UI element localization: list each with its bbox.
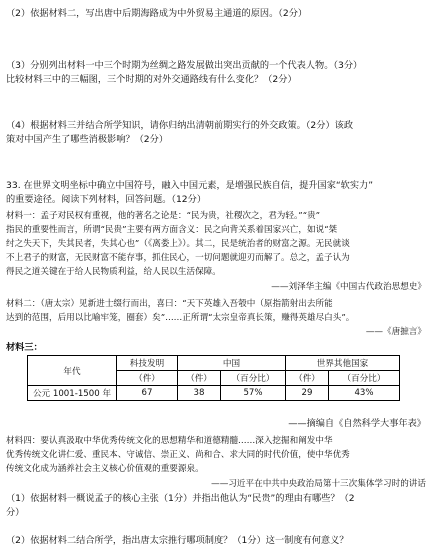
subquestion-1-line-1: （1）依据材料一概说孟子的核心主张（1分）并指出他认为“民贵”的理由有哪些？（2: [6, 493, 355, 504]
question-4-line-2: 策对中国产生了哪些消极影响？（2分）: [6, 134, 169, 145]
material-1-line-5: 得民之道关键在于给人民物质利益，给人民以生活保障。: [6, 267, 221, 277]
row-world-pct: 43%: [329, 386, 400, 401]
row-world-count: 29: [286, 386, 329, 401]
material-1-line-1: 材料一：孟子对民权有重视，他的著名之论是：“民为贵，社稷次之，君为轻。”“贵”: [6, 211, 321, 221]
sci-unit: （件）: [117, 371, 178, 386]
material-1-source: ——刘泽华主编《中国古代政治思想史》: [271, 282, 426, 292]
question-33-line-1: 33. 在世界文明坐标中确立中国符号，融入中国元素，是增强民族自信，提升国家“软实力”: [6, 180, 373, 191]
china-header: 中国: [178, 356, 286, 371]
question-4-line-1: （4）根据材料三并结合所学知识，请你归纳出清朝前期实行的外交政策。（2分）该政: [6, 120, 354, 131]
material-4-line-2: 优秀传统文化讲仁爱、重民本、守诚信、崇正义、尚和合、求大同的时代价值，使中华优秀: [6, 450, 350, 460]
material-4-line-1: 材料四：要认真汲取中华优秀传统文化的思想精华和道德精髓……深入挖掘和阐发中华: [6, 436, 333, 446]
material-2-line-1: 材料二：（唐太宗）见新进士缀行而出，喜曰：“天下英雄入吾彀中（原指箭射出去所能: [6, 299, 333, 309]
world-pct-unit: （百分比）: [329, 371, 400, 386]
world-count-unit: （件）: [286, 371, 329, 386]
china-pct-unit: （百分比）: [221, 371, 286, 386]
material-1-line-2: 指民的重要性而言，所谓“民贵”主要有两方面含义：民之向背关系着国家兴亡，如说“桀: [6, 225, 338, 235]
material-4-line-3: 传统文化成为涵养社会主义核心价值观的重要源泉。: [6, 464, 204, 474]
invention-table: [27, 355, 400, 401]
question-3-line-1: （3）分别列出材料一中三个时期为丝绸之路发展做出突出贡献的一个代表人物。（3分）: [6, 60, 363, 71]
row-china-count: 38: [178, 386, 221, 401]
china-count-unit: （件）: [178, 371, 221, 386]
row-china-pct: 57%: [221, 386, 286, 401]
sci-header: 科技发明: [117, 356, 178, 371]
row-era: 公元 1001-1500 年: [28, 386, 117, 401]
material-2-source: ——《唐摭言》: [365, 327, 426, 337]
subquestion-2-line-1: （2）依据材料二结合所学，指出唐太宗推行哪项制度？（1分）这一制度有何意义？: [6, 535, 349, 546]
question-3-line-2: 比较材料三中的三幅图，三个时期的对外交通路线有什么变化？（2分）: [6, 74, 297, 85]
material-3-label: 材料三：: [6, 342, 43, 353]
question-33-line-2: 的重要途径。阅读下列材料，回答问题。（12分）: [6, 194, 207, 205]
question-2: （2）依据材料二，写出唐中后期海路成为中外贸易主通道的原因。（2分）: [6, 8, 308, 19]
world-header: 世界其他国家: [286, 356, 400, 371]
row-total: 67: [117, 386, 178, 401]
table-row: [28, 386, 400, 401]
material-1-line-4: 不上君子的财富，无民财富不能存事，抓住民心，一切问题就迎刃而解了。总之，孟子认为: [6, 253, 350, 263]
material-4-source: ——习近平在中共中央政治局第十三次集体学习时的讲话: [211, 479, 426, 489]
subquestion-1-line-2: 分）: [6, 507, 25, 518]
material-2-line-2: 达到的范围，后用以比喻牢笼，圈套）矣”……正所谓“太宗皇帝真长策，赚得英雄尽白头”。: [6, 313, 355, 323]
material-1-line-3: 纣之失天下，失其民者，失其心也”（《离娄上》）。其二，民是统治者的财富之源。无民就谈: [6, 239, 350, 249]
era-header: 年代: [28, 356, 117, 386]
material-3-source: ——摘编自《自然科学大事年表》: [288, 418, 426, 429]
